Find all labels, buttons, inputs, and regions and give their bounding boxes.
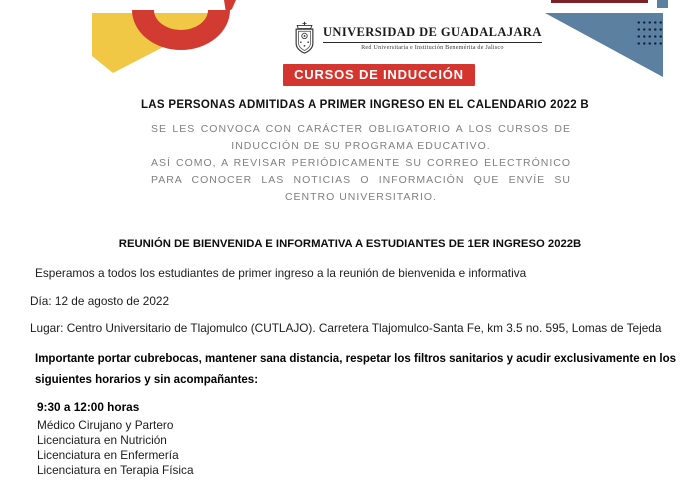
schedule-program: Médico Cirujano y Partero	[37, 418, 174, 432]
schedule-time: 9:30 a 12:00 horas	[37, 400, 140, 414]
logo-text-block	[323, 25, 542, 52]
schedule-program: Licenciatura en Enfermería	[37, 448, 179, 462]
welcome-meeting-heading: REUNIÓN DE BIENVENIDA E INFORMATIVA A ESTUDIANTES DE 1ER INGRESO 2022B	[118, 238, 582, 250]
cursos-induccion-banner: CURSOS DE INDUCCIÓN	[283, 64, 475, 86]
admitted-students-heading: LAS PERSONAS ADMITIDAS A PRIMER INGRESO EN EL CALENDARIO 2022 B	[140, 99, 590, 111]
maroon-top-line	[551, 0, 648, 3]
check-email-paragraph: ASÍ COMO, A REVISAR PERIÓDICAMENTE SU CORREO ELECTRÓNICO PARA CONOCER LAS NOTICIAS O INFORMACIÓN QUE ENVÍE SU CENTRO UNIVERSITARIO.	[151, 157, 571, 203]
university-tagline: Red Universitaria e Institución Benemérita de Jalisco	[361, 44, 504, 52]
blue-corner-chip	[657, 0, 668, 8]
yellow-red-decoration-graphic	[85, 0, 237, 76]
health-protocol-notice: Importante portar cubrebocas, mantener sana distancia, respetar los filtros sanitarios y acudir exclusivamente en los siguientes horarios y sin acompañantes:	[35, 353, 677, 386]
schedule-block	[37, 400, 194, 478]
university-crest-icon	[293, 21, 316, 55]
university-name: UNIVERSIDAD DE GUADALAJARA	[323, 25, 542, 43]
mandatory-courses-paragraph: SE LES CONVOCA CON CARÁCTER OBLIGATORIO A LOS CURSOS DE INDUCCIÓN DE SU PROGRAMA EDUCATIVO.	[151, 123, 571, 152]
meeting-date-line: Día: 12 de agosto de 2022	[30, 294, 170, 308]
university-logo	[293, 21, 542, 55]
red-wedge-shape	[224, 0, 236, 13]
dot-grid-pattern	[635, 18, 662, 45]
schedule-program: Licenciatura en Terapia Física	[37, 463, 194, 477]
meeting-intro-line: Esperamos a todos los estudiantes de primer ingreso a la reunión de bienvenida e informativa	[35, 266, 527, 280]
meeting-location-line: Lugar: Centro Universitario de Tlajomulco (CUTLAJO). Carretera Tlajomulco-Santa Fe, km 3.5 no. 595, Lomas de Tejeda	[30, 321, 662, 335]
schedule-program: Licenciatura en Nutrición	[37, 433, 167, 447]
